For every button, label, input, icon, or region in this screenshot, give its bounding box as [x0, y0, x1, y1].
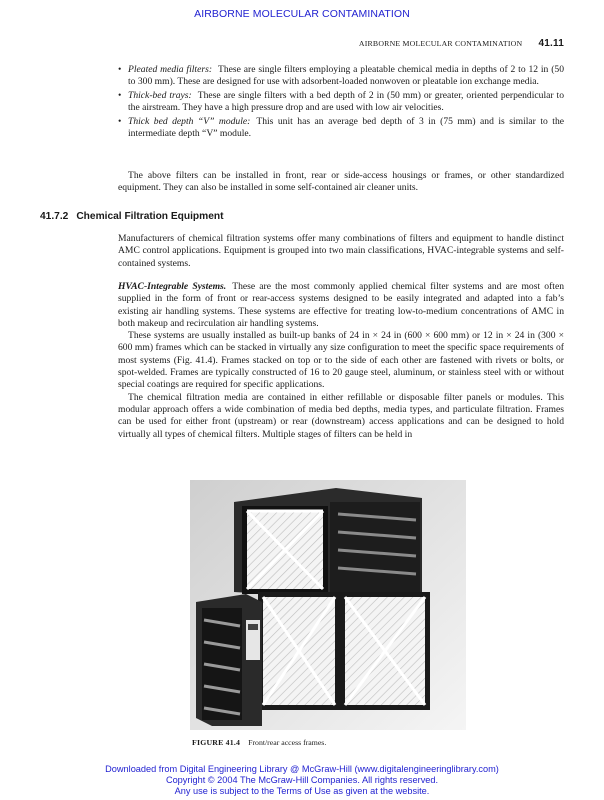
paragraph: [118, 281, 564, 330]
section-title: Chemical Filtration Equipment: [76, 211, 224, 222]
footer: [0, 764, 604, 797]
paragraph-text: These are the most commonly applied chemical filter systems and are most often supplied in the form of front or rear-access systems designed to be easily integrated and adapted into a fab’s existing air handling systems. These systems are effective for treating low-to-medium concentrations of AMC in both makeup and recirculation air handling systems.: [118, 281, 564, 329]
list-item-text: This unit has an average bed depth of 3 in (75 mm) and is similar to the intermediate depth “V” module.: [128, 115, 564, 139]
footer-download-link[interactable]: Downloaded from Digital Engineering Library @ McGraw-Hill (www.digitalengineeringlibrary.com): [105, 764, 499, 774]
tray-module: [196, 594, 262, 726]
paragraph: The above filters can be installed in front, rear or side-access housings or frames, or other standardized equipment. They can also be installed in some self-contained air cleaner units.: [118, 170, 564, 194]
paragraph: These systems are usually installed as built-up banks of 24 in × 24 in (600 × 600 mm) or 12 in × 24 in (300 × 600 mm) frames which can be stacked in virtually any size configuration to meet the specific space requirements of most systems (Fig. 41.4). Frames stacked on top or to the side of each other are fastened with rivets or bolts, or spot-welded. Frames are typically constructed of 16 to 20 gauge steel, aluminum, or stainless steel with or without special coatings are required for specific applications.: [118, 330, 564, 391]
figure-photo: [190, 480, 466, 730]
run-in-heading: HVAC-Integrable Systems.: [118, 281, 227, 292]
list-item-term: Pleated media filters:: [128, 64, 213, 75]
figure-label: FIGURE 41.4: [192, 738, 241, 747]
list-item: [118, 116, 564, 141]
list-item: [118, 64, 564, 89]
upper-frame: [234, 488, 422, 598]
bullet-icon: •: [118, 64, 122, 75]
filter-types-list: [118, 64, 564, 141]
list-item-term: Thick-bed trays:: [128, 89, 192, 101]
footer-terms: Any use is subject to the Terms of Use as given at the website.: [174, 786, 430, 796]
running-head: [359, 38, 564, 49]
list-item-text: These are single filters employing a pleatable chemical media in depths of 2 to 12 in (50 to 300 mm). These are designed for use with adsorbent-loaded nonwoven or pleatable ion exchange media.: [128, 64, 564, 88]
page-number: 41.11: [538, 38, 564, 49]
figure-caption-text: Front/rear access frames.: [248, 738, 327, 747]
bullet-icon: •: [118, 89, 122, 101]
lower-frames: [258, 592, 430, 710]
paragraph: The chemical filtration media are contained in either refillable or disposable filter panels or modules. This modular approach offers a wide combination of media bed depths, media types, and particulate filtration. Frames can be used for either front (upstream) or rear (downstream) access applications and can be designed to hold virtually all types of chemical filters. Multiple stages of filters can be held in: [118, 391, 564, 440]
top-banner: AIRBORNE MOLECULAR CONTAMINATION: [194, 8, 410, 20]
section-number: 41.7.2: [40, 211, 69, 222]
hvac-section: [118, 281, 564, 441]
filter-frames-illustration: [190, 480, 466, 730]
footer-copyright: Copyright © 2004 The McGraw-Hill Companies. All rights reserved.: [165, 775, 439, 785]
bullet-icon: •: [118, 115, 122, 127]
intro-paragraph: Manufacturers of chemical filtration systems offer many combinations of filters and equipment to handle distinct AMC control applications. Equipment is grouped into two main classifications, HVAC-integrable systems and self-contained systems.: [118, 233, 564, 269]
list-item-text: These are single filters with a bed depth of 2 in (50 mm) or greater, oriented perpendicular to the airstream. They have a high pressure drop and are used with low air velocities.: [128, 89, 564, 114]
list-item-term: Thick bed depth “V” module:: [128, 115, 251, 127]
running-head-title: AIRBORNE MOLECULAR CONTAMINATION: [358, 39, 523, 48]
figure-caption: [192, 738, 326, 747]
section-heading: [40, 211, 224, 222]
list-item: [118, 90, 564, 115]
